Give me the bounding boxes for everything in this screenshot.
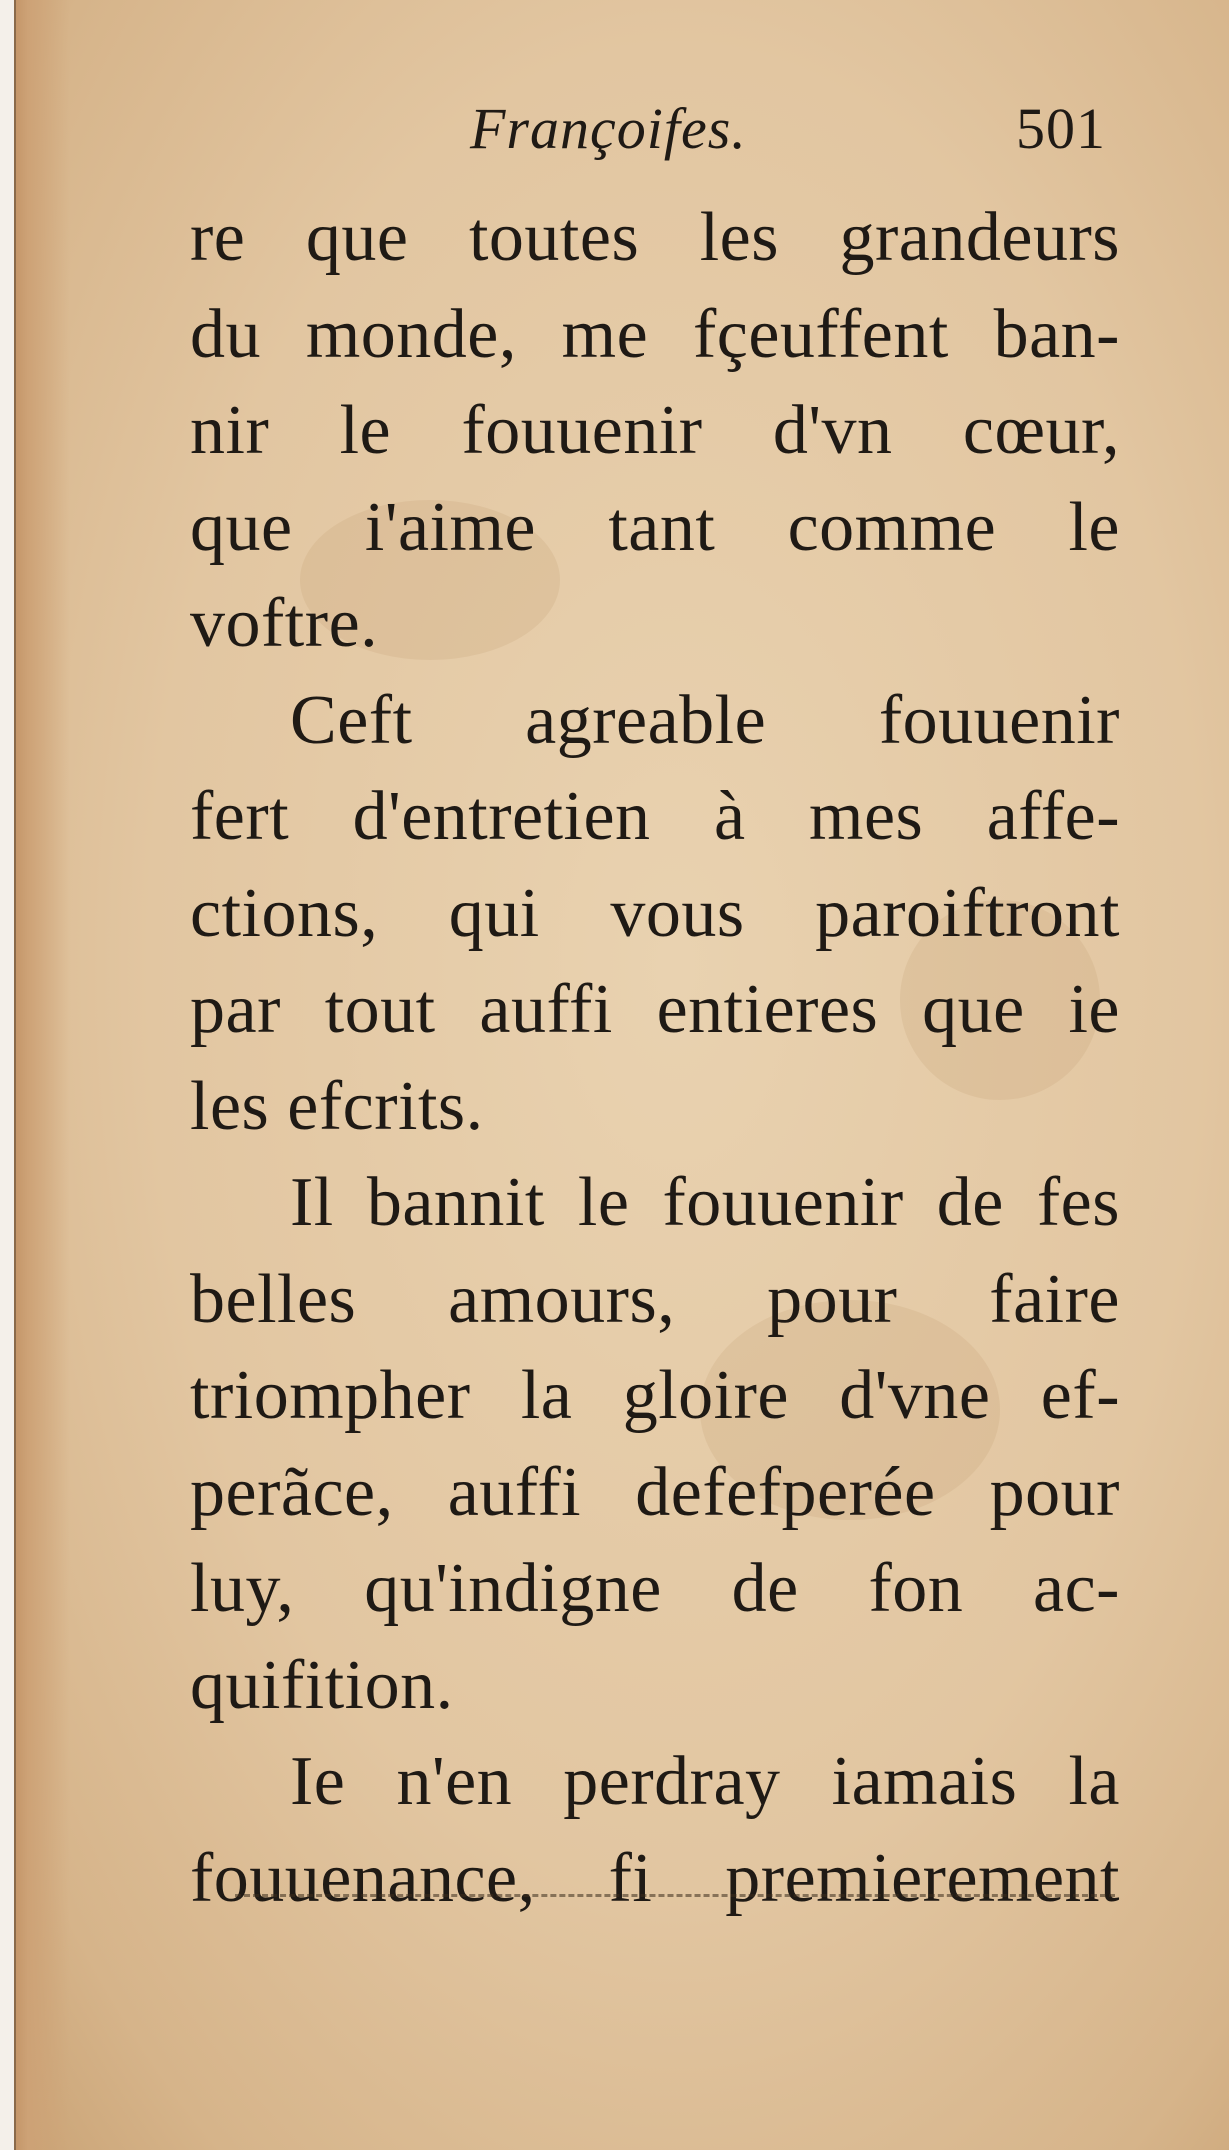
text-line: Il bannit le fouuenir de fes bbox=[290, 1164, 1120, 1241]
text-line: luy, qu'indigne de fon ac- bbox=[190, 1550, 1120, 1627]
text-line: par tout auffi entieres que ie bbox=[190, 971, 1120, 1048]
bottom-rule bbox=[235, 1894, 1115, 1897]
text-line: Ie n'en perdray iamais la bbox=[290, 1743, 1120, 1820]
text-line: re que toutes les grandeurs bbox=[190, 199, 1120, 276]
text-line: les efcrits. bbox=[190, 1067, 484, 1145]
page-number: 501 bbox=[1016, 96, 1106, 161]
text-line: du monde, me fçeuffent ban- bbox=[190, 295, 1120, 373]
page-text bbox=[190, 95, 1140, 1927]
text-line: ctions, qui vous paroiftront bbox=[190, 874, 1120, 952]
page-left-edge bbox=[0, 0, 16, 2150]
text-line: Ceft agreable fouuenir bbox=[290, 681, 1120, 759]
text-line: fouuenance, fi premierement bbox=[190, 1839, 1120, 1917]
text-line: que i'aime tant comme le bbox=[190, 488, 1120, 566]
text-line: triompher la gloire d'vne ef- bbox=[190, 1357, 1120, 1434]
text-line: quifition. bbox=[190, 1646, 454, 1724]
text-line: perãce, auffi defefperée pour bbox=[190, 1453, 1120, 1531]
text-line: nir le fouuenir d'vn cœur, bbox=[190, 392, 1120, 469]
running-head: Françoifes. bbox=[470, 96, 747, 161]
text-line: voftre. bbox=[190, 585, 379, 662]
text-line: fert d'entretien à mes affe- bbox=[190, 778, 1120, 855]
text-line: belles amours, pour faire bbox=[190, 1260, 1120, 1338]
page-header bbox=[190, 95, 1140, 190]
